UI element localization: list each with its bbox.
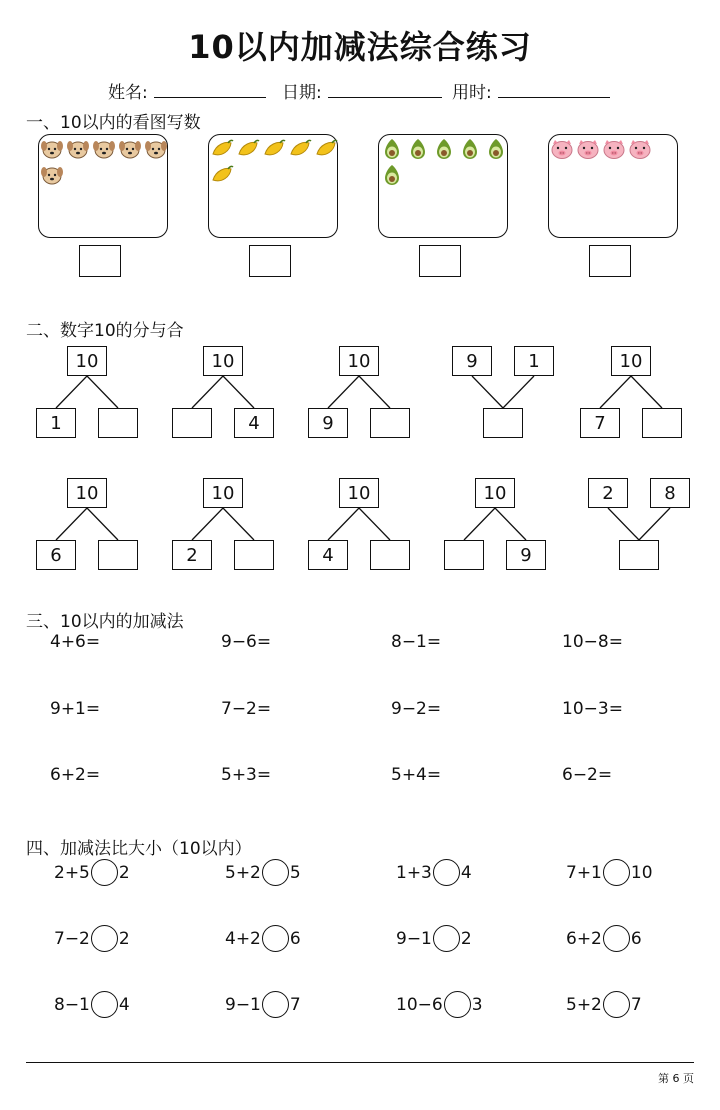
time-label: 用时: (452, 83, 492, 103)
bond-line (495, 508, 526, 540)
comparison-right: 4 (118, 994, 130, 1015)
comparison-circle[interactable] (91, 859, 118, 886)
equation-item[interactable]: 9−2= (391, 699, 442, 719)
comparison-left: 6+2 (566, 928, 602, 949)
bond-line (223, 376, 254, 408)
bond-line (87, 376, 118, 408)
comparison-left: 9−1 (396, 928, 432, 949)
bond-line (56, 508, 87, 540)
comparison-item (566, 925, 642, 952)
bond-right-box: 4 (234, 408, 274, 438)
comparison-item (225, 991, 301, 1018)
bond-left-box: 1 (36, 408, 76, 438)
comparison-right: 6 (289, 928, 301, 949)
bond-left-box: 2 (588, 478, 628, 508)
section4-heading: 四、加减法比大小（10以内） (26, 839, 252, 859)
comparison-item (566, 859, 653, 886)
comparison-circle[interactable] (603, 925, 630, 952)
bond-line (192, 508, 223, 540)
comparison-right: 7 (630, 994, 642, 1015)
name-label: 姓名: (108, 83, 148, 103)
bond-right-box: 8 (650, 478, 690, 508)
bond-line (608, 508, 639, 540)
bond-bottom-box[interactable] (619, 540, 659, 570)
bond-line (328, 376, 359, 408)
bond-left-box: 2 (172, 540, 212, 570)
comparison-right: 5 (289, 862, 301, 883)
bond-line (192, 376, 223, 408)
bond-bottom-box[interactable] (483, 408, 523, 438)
bond-top-box: 10 (203, 346, 243, 376)
section2-heading: 二、数字10的分与合 (26, 321, 184, 341)
comparison-circle[interactable] (603, 859, 630, 886)
comparison-item (54, 859, 130, 886)
comparison-item (396, 991, 483, 1018)
comparison-left: 2+5 (54, 862, 90, 883)
bond-line (87, 508, 118, 540)
bond-left-box: 4 (308, 540, 348, 570)
bond-top-box: 10 (611, 346, 651, 376)
comparison-right: 3 (471, 994, 483, 1015)
bond-right-box[interactable] (642, 408, 682, 438)
bond-top-box: 10 (67, 346, 107, 376)
bond-right-box[interactable] (234, 540, 274, 570)
comparison-item (396, 859, 472, 886)
comparison-circle[interactable] (433, 925, 460, 952)
bond-line (359, 376, 390, 408)
bond-line (631, 376, 662, 408)
equation-item[interactable]: 6−2= (562, 765, 613, 785)
bond-line (600, 376, 631, 408)
bond-top-box: 10 (475, 478, 515, 508)
comparison-right: 10 (630, 862, 653, 883)
bond-line (472, 376, 503, 408)
equation-item[interactable]: 9+1= (50, 699, 101, 719)
comparison-item (225, 925, 301, 952)
bond-top-box: 10 (339, 346, 379, 376)
comparison-right: 2 (118, 928, 130, 949)
bond-left-box: 9 (308, 408, 348, 438)
bond-right-box[interactable] (370, 540, 410, 570)
comparison-circle[interactable] (91, 991, 118, 1018)
comparison-left: 5+2 (566, 994, 602, 1015)
footer-divider (26, 1062, 694, 1063)
equation-item[interactable]: 5+4= (391, 765, 442, 785)
page-number: 第 6 页 (658, 1072, 694, 1085)
comparison-left: 10−6 (396, 994, 443, 1015)
bond-left-box: 7 (580, 408, 620, 438)
comparison-left: 9−1 (225, 994, 261, 1015)
comparison-item (54, 925, 130, 952)
bond-top-box: 10 (67, 478, 107, 508)
comparison-item (566, 991, 642, 1018)
comparison-right: 7 (289, 994, 301, 1015)
bond-line (56, 376, 87, 408)
comparison-right: 2 (118, 862, 130, 883)
bond-left-box[interactable] (172, 408, 212, 438)
bond-left-box: 9 (452, 346, 492, 376)
section1-heading: 一、10以内的看图写数 (26, 113, 201, 133)
bond-right-box[interactable] (98, 408, 138, 438)
comparison-left: 7+1 (566, 862, 602, 883)
comparison-left: 1+3 (396, 862, 432, 883)
comparison-left: 5+2 (225, 862, 261, 883)
bond-right-box[interactable] (370, 408, 410, 438)
bond-line (223, 508, 254, 540)
bond-right-box: 1 (514, 346, 554, 376)
section3-heading: 三、10以内的加减法 (26, 612, 184, 632)
equation-item[interactable]: 4+6= (50, 632, 101, 652)
comparison-circle[interactable] (262, 991, 289, 1018)
bond-line (464, 508, 495, 540)
bond-line (503, 376, 534, 408)
comparison-left: 8−1 (54, 994, 90, 1015)
comparison-circle[interactable] (262, 859, 289, 886)
equation-item[interactable]: 7−2= (221, 699, 272, 719)
comparison-right: 2 (460, 928, 472, 949)
bond-line (359, 508, 390, 540)
page-title: 10以内加减法综合练习 (188, 28, 532, 66)
date-label: 日期: (282, 83, 322, 103)
equation-item[interactable]: 9−6= (221, 632, 272, 652)
bond-top-box: 10 (339, 478, 379, 508)
bond-line (639, 508, 670, 540)
comparison-circle[interactable] (603, 991, 630, 1018)
equation-item[interactable]: 10−8= (562, 632, 623, 652)
bond-top-box: 10 (203, 478, 243, 508)
bond-right-box: 9 (506, 540, 546, 570)
comparison-circle[interactable] (91, 925, 118, 952)
comparison-item (225, 859, 301, 886)
comparison-circle[interactable] (262, 925, 289, 952)
comparison-left: 4+2 (225, 928, 261, 949)
comparison-circle[interactable] (433, 859, 460, 886)
equation-item[interactable]: 5+3= (221, 765, 272, 785)
comparison-right: 4 (460, 862, 472, 883)
comparison-item (54, 991, 130, 1018)
equation-item[interactable]: 10−3= (562, 699, 623, 719)
comparison-left: 7−2 (54, 928, 90, 949)
bond-left-box: 6 (36, 540, 76, 570)
bond-left-box[interactable] (444, 540, 484, 570)
comparison-circle[interactable] (444, 991, 471, 1018)
comparison-item (396, 925, 472, 952)
equation-item[interactable]: 6+2= (50, 765, 101, 785)
bond-line (328, 508, 359, 540)
equation-item[interactable]: 8−1= (391, 632, 442, 652)
comparison-right: 6 (630, 928, 642, 949)
bond-right-box[interactable] (98, 540, 138, 570)
